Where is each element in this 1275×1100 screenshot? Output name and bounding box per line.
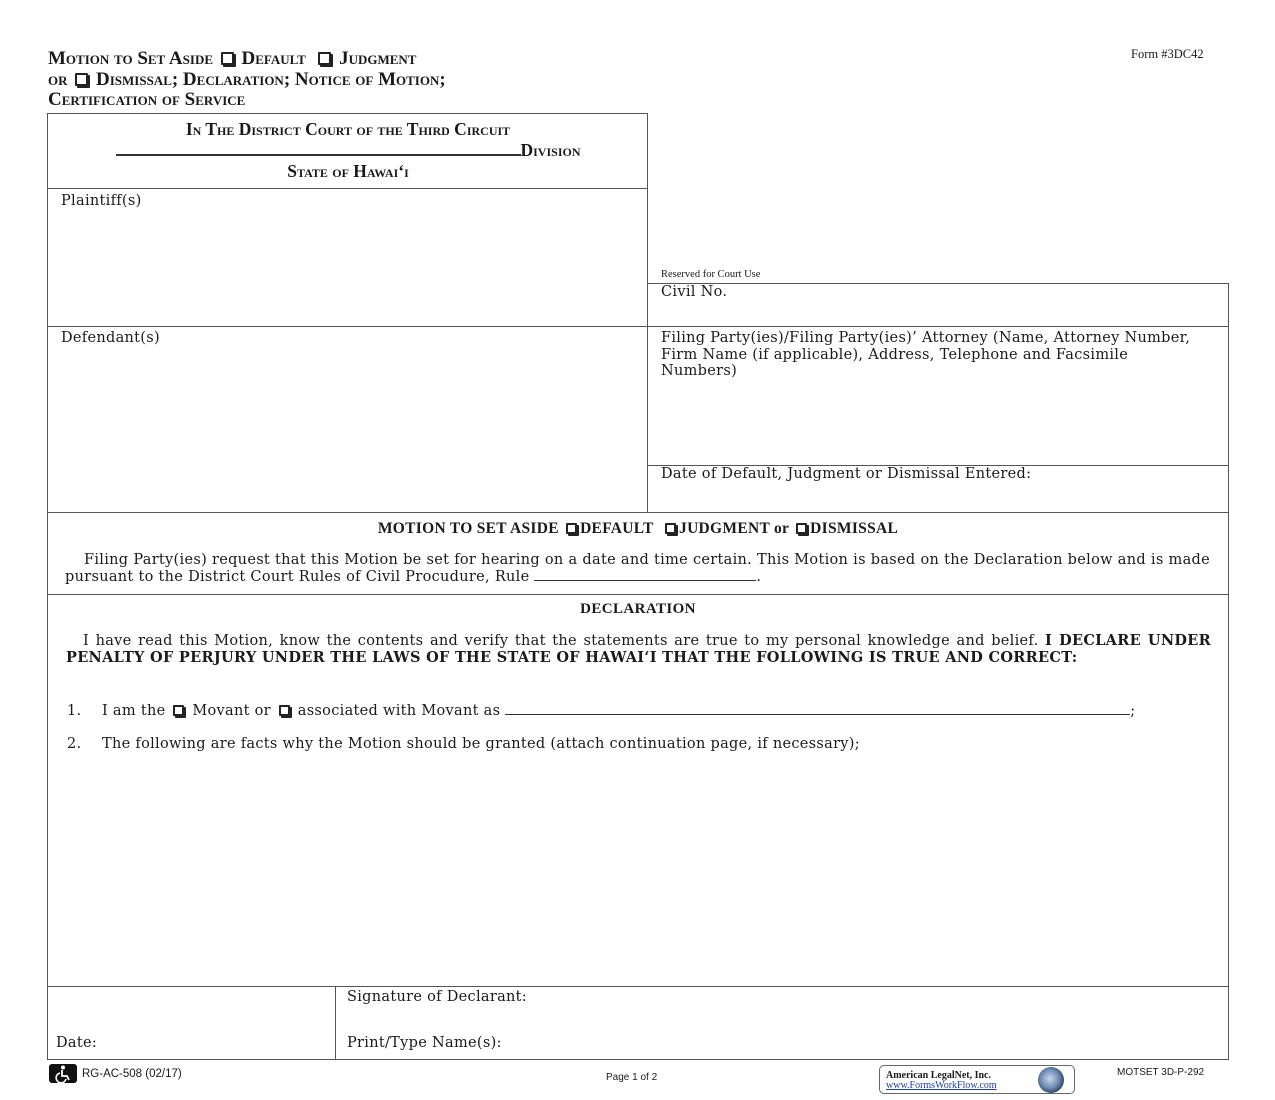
- motion-heading: MOTION TO SET ASIDE DEFAULT JUDGMENT or DISMISSAL: [377, 520, 899, 537]
- accessibility-icon: [49, 1064, 77, 1083]
- state-name: State of Hawai‘i: [287, 161, 409, 181]
- motion-judgment-checkbox[interactable]: [665, 523, 676, 534]
- movant-checkbox[interactable]: [173, 705, 184, 716]
- vendor-url[interactable]: www.FormsWorkFlow.com: [886, 1080, 997, 1091]
- motion-dismissal-checkbox[interactable]: [796, 523, 807, 534]
- vendor-badge[interactable]: [879, 1065, 1075, 1094]
- form-title-line1: Motion to Set Aside Default Judgment: [48, 48, 417, 69]
- judgment-checkbox[interactable]: [318, 52, 331, 65]
- division-input[interactable]: [116, 144, 521, 156]
- form-title: [48, 49, 648, 111]
- division-line: Division: [48, 140, 648, 161]
- rule-number-input[interactable]: [534, 569, 756, 581]
- declaration-item-1: 1. I am the Movant or associated with Movant as ;: [67, 703, 1136, 719]
- date-entered-field[interactable]: [650, 485, 1225, 510]
- reserved-for-court-use-label: Reserved for Court Use: [661, 269, 761, 280]
- date-field[interactable]: [50, 990, 332, 1056]
- declaration-intro: I have read this Motion, know the contents and verify that the statements are true to my personal knowledge and belief. I DECLARE UNDER PENALTY OF PERJURY UNDER THE LAWS OF THE STATE OF HAWAI‘I THAT THE FOLLOWING IS TRUE AND CORRECT:: [66, 632, 1211, 666]
- document-code: MOTSET 3D-P-292: [1117, 1067, 1205, 1078]
- plaintiff-label: Plaintiff(s): [61, 193, 142, 209]
- default-checkbox[interactable]: [221, 52, 234, 65]
- vendor-name: American LegalNet, Inc.: [886, 1070, 991, 1081]
- page-indicator: Page 1 of 2: [606, 1072, 658, 1083]
- print-name-field[interactable]: [520, 1030, 1225, 1057]
- signature-label: Signature of Declarant:: [347, 989, 527, 1005]
- civil-no-field[interactable]: [740, 285, 1225, 323]
- defendant-field[interactable]: [49, 350, 646, 510]
- vendor-globe-icon: [1038, 1067, 1064, 1093]
- form-title-line2: or Dismissal; Declaration; Notice of Motion;: [48, 68, 446, 90]
- signature-field[interactable]: [540, 989, 1225, 1019]
- associated-checkbox[interactable]: [279, 705, 290, 716]
- court-name: In The District Court of the Third Circuit: [185, 119, 511, 139]
- form-number: Form #3DC42: [1131, 47, 1204, 61]
- print-name-label: Print/Type Name(s):: [347, 1035, 502, 1051]
- court-heading: [48, 119, 648, 182]
- filing-party-label: Filing Party(ies)/Filing Party(ies)’ Attorney (Name, Attorney Number, Firm Name (if applicable), Address, Telephone and Facsimile Numbers): [661, 330, 1191, 379]
- motion-body: Filing Party(ies) request that this Motion be set for hearing on a date and time certain. This Motion is based on the Declaration below and is made pursuant to the District Court Rules of Civil Procudure, Rule .: [65, 552, 1210, 585]
- plaintiff-field[interactable]: [49, 212, 646, 324]
- association-input[interactable]: [505, 703, 1130, 715]
- date-label: Date:: [56, 1035, 98, 1051]
- declaration-heading: DECLARATION: [580, 601, 696, 617]
- declaration-item-2: 2. The following are facts why the Motion should be granted (attach continuation page, if necessary);: [67, 736, 860, 752]
- filing-party-field[interactable]: [650, 385, 1225, 463]
- penalty-statement: I DECLARE UNDER PENALTY OF PERJURY UNDER THE LAWS OF THE STATE OF HAWAI‘I THAT THE FOLLOWING IS TRUE AND CORRECT:: [66, 632, 1211, 666]
- motion-default-checkbox[interactable]: [566, 523, 577, 534]
- dismissal-checkbox[interactable]: [75, 73, 88, 86]
- form-code: RG-AC-508 (02/17): [82, 1068, 182, 1080]
- facts-field[interactable]: [50, 760, 1225, 982]
- date-entered-label: Date of Default, Judgment or Dismissal Entered:: [661, 466, 1032, 482]
- defendant-label: Defendant(s): [61, 330, 160, 346]
- civil-no-label: Civil No.: [661, 284, 728, 300]
- form-title-line3: Certification of Service: [48, 89, 246, 110]
